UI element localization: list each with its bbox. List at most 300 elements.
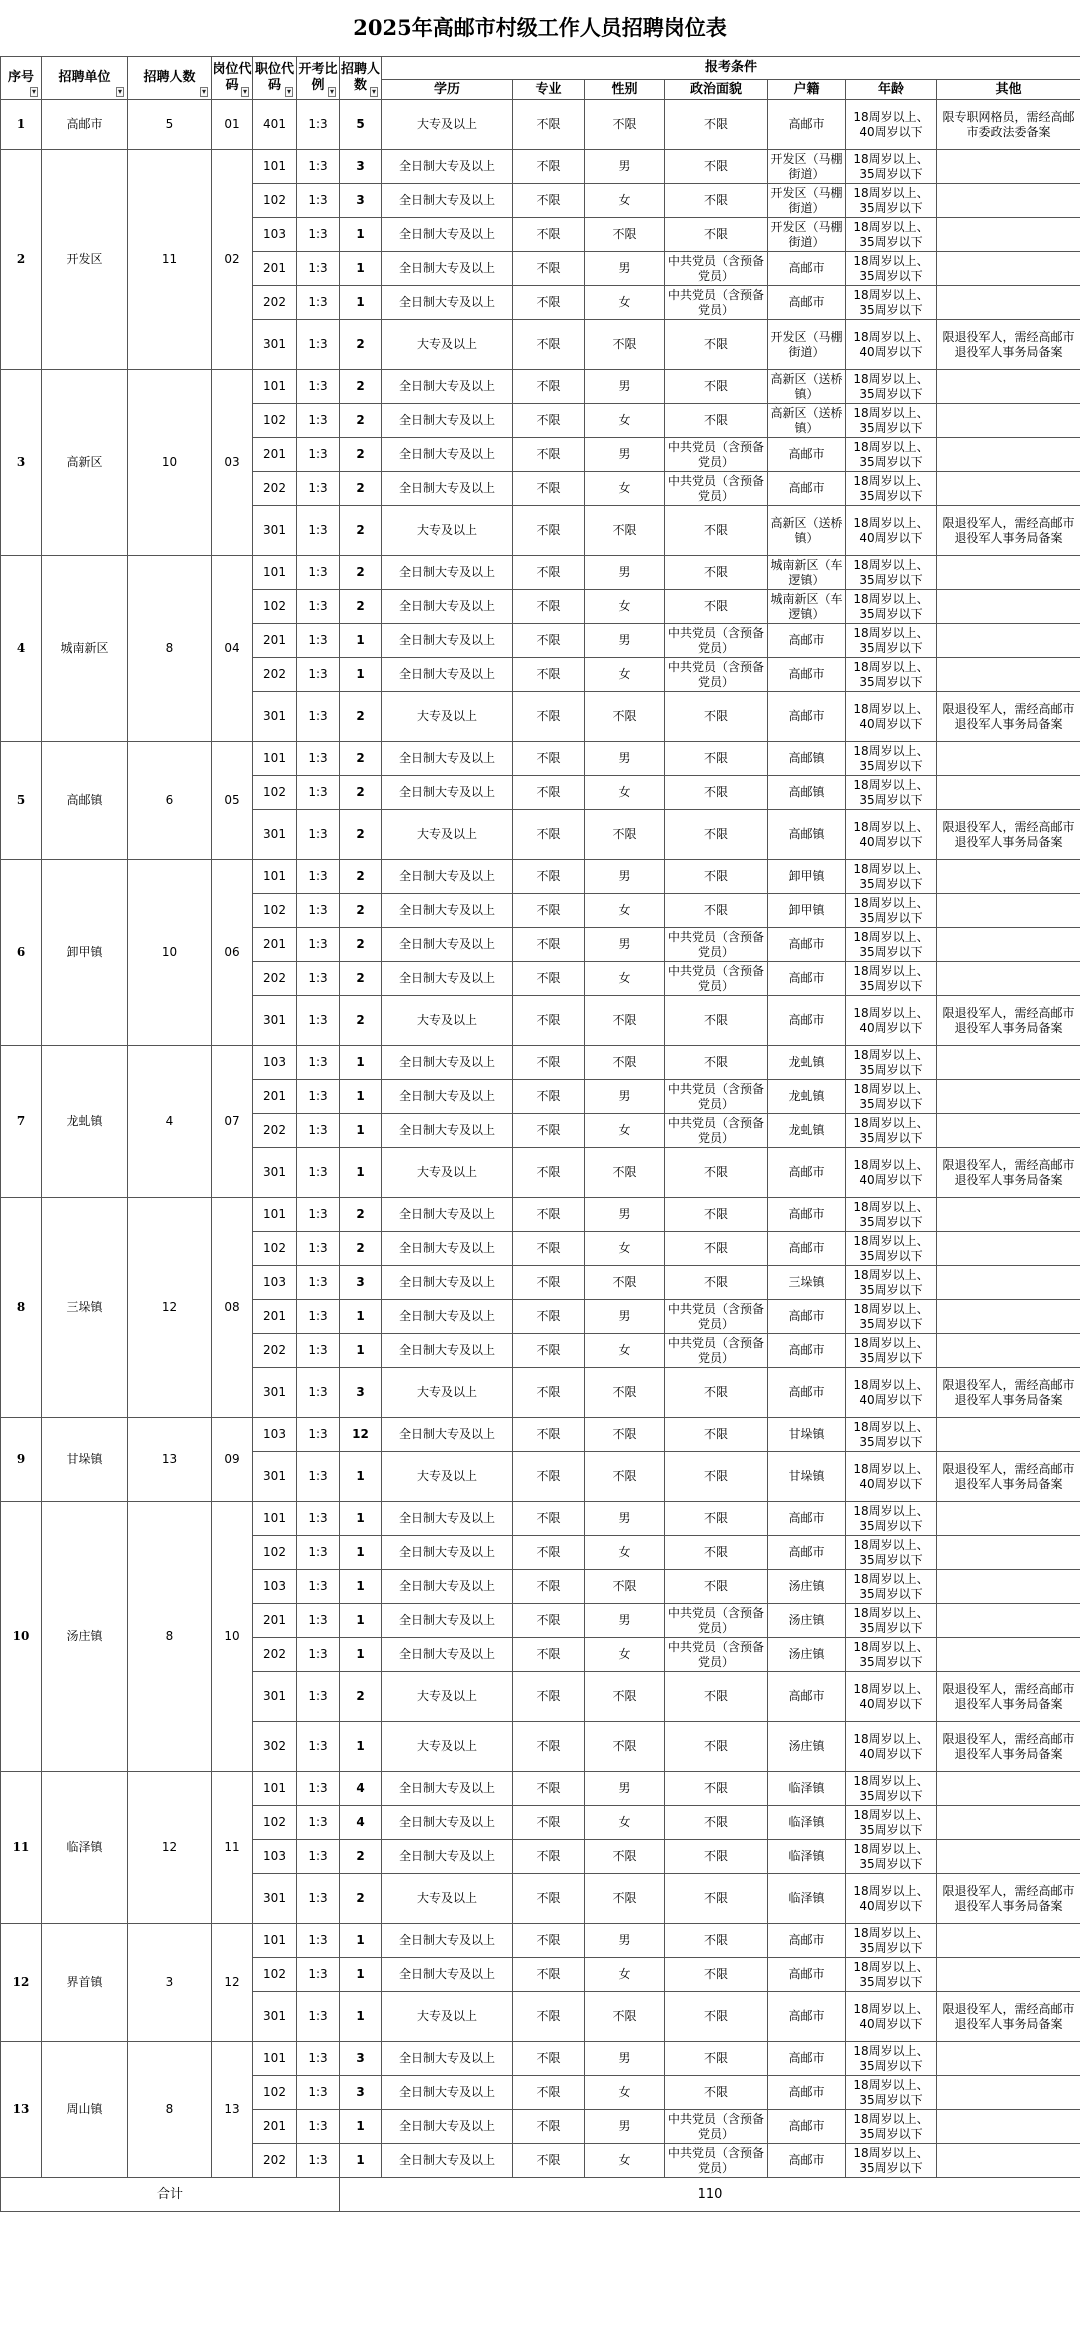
cell-job-code: 102 — [253, 184, 297, 218]
cell-ratio: 1:3 — [297, 1840, 340, 1874]
unit-seq: 8 — [1, 1198, 42, 1418]
cell-job-code: 102 — [253, 776, 297, 810]
cell-education: 全日制大专及以上 — [382, 1840, 513, 1874]
cell-politics: 不限 — [665, 1368, 768, 1418]
cell-hire-count: 1 — [340, 1502, 382, 1536]
cell-hire-count: 2 — [340, 962, 382, 996]
cell-other — [937, 742, 1080, 776]
cell-job-code: 102 — [253, 1806, 297, 1840]
cell-hire-count: 1 — [340, 1334, 382, 1368]
cell-politics: 不限 — [665, 506, 768, 556]
cell-major: 不限 — [513, 1806, 585, 1840]
cell-ratio: 1:3 — [297, 2076, 340, 2110]
cell-hukou: 高新区（送桥镇） — [768, 506, 846, 556]
cell-education: 大专及以上 — [382, 320, 513, 370]
header-gender[interactable]: 性别 — [585, 80, 665, 100]
filter-dropdown-icon[interactable]: ▾ — [371, 87, 376, 96]
unit-count: 12 — [128, 1198, 212, 1418]
cell-major: 不限 — [513, 1266, 585, 1300]
table-row — [1, 860, 1080, 894]
unit-count: 5 — [128, 100, 212, 150]
cell-politics: 不限 — [665, 370, 768, 404]
cell-job-code: 102 — [253, 404, 297, 438]
cell-politics: 不限 — [665, 404, 768, 438]
cell-major: 不限 — [513, 1672, 585, 1722]
cell-major: 不限 — [513, 286, 585, 320]
cell-hire-count: 1 — [340, 2144, 382, 2178]
unit-name: 周山镇 — [42, 2042, 128, 2178]
unit-post-code: 09 — [212, 1418, 253, 1502]
cell-politics: 不限 — [665, 894, 768, 928]
cell-major: 不限 — [513, 1638, 585, 1672]
table-row — [1, 370, 1080, 404]
cell-age: 18周岁以上、35周岁以下 — [846, 1924, 937, 1958]
cell-other — [937, 860, 1080, 894]
cell-politics: 中共党员（含预备党员） — [665, 438, 768, 472]
cell-politics: 不限 — [665, 1232, 768, 1266]
cell-age: 18周岁以上、35周岁以下 — [846, 472, 937, 506]
cell-job-code: 202 — [253, 286, 297, 320]
cell-hukou: 高邮市 — [768, 658, 846, 692]
cell-ratio: 1:3 — [297, 928, 340, 962]
unit-name: 高邮镇 — [42, 742, 128, 860]
cell-job-code: 201 — [253, 1300, 297, 1334]
cell-hukou: 城南新区（车逻镇） — [768, 556, 846, 590]
cell-education: 全日制大专及以上 — [382, 2076, 513, 2110]
cell-age: 18周岁以上、35周岁以下 — [846, 1232, 937, 1266]
cell-politics: 不限 — [665, 1722, 768, 1772]
cell-major: 不限 — [513, 1772, 585, 1806]
cell-politics: 不限 — [665, 218, 768, 252]
cell-education: 全日制大专及以上 — [382, 1924, 513, 1958]
cell-ratio: 1:3 — [297, 590, 340, 624]
cell-ratio: 1:3 — [297, 218, 340, 252]
cell-education: 全日制大专及以上 — [382, 252, 513, 286]
unit-count: 3 — [128, 1924, 212, 2042]
cell-politics: 不限 — [665, 1672, 768, 1722]
cell-education: 全日制大专及以上 — [382, 404, 513, 438]
cell-ratio: 1:3 — [297, 658, 340, 692]
cell-hukou: 高邮镇 — [768, 742, 846, 776]
header-other[interactable]: 其他 — [937, 80, 1080, 100]
cell-hire-count: 1 — [340, 1148, 382, 1198]
cell-hukou: 高邮市 — [768, 962, 846, 996]
cell-job-code: 202 — [253, 472, 297, 506]
cell-hukou: 高邮市 — [768, 1924, 846, 1958]
cell-education: 全日制大专及以上 — [382, 1198, 513, 1232]
cell-age: 18周岁以上、35周岁以下 — [846, 1266, 937, 1300]
cell-other — [937, 1638, 1080, 1672]
cell-hukou: 高邮市 — [768, 1368, 846, 1418]
cell-hire-count: 1 — [340, 1992, 382, 2042]
unit-seq: 11 — [1, 1772, 42, 1924]
header-hire[interactable]: 招聘人数 ▾ — [340, 57, 382, 100]
header-hukou[interactable]: 户籍 — [768, 80, 846, 100]
unit-count: 4 — [128, 1046, 212, 1198]
cell-ratio: 1:3 — [297, 184, 340, 218]
unit-count: 8 — [128, 556, 212, 742]
filter-dropdown-icon[interactable]: ▾ — [329, 87, 334, 96]
cell-gender: 女 — [585, 184, 665, 218]
cell-age: 18周岁以上、35周岁以下 — [846, 2076, 937, 2110]
cell-hire-count: 1 — [340, 1924, 382, 1958]
cell-ratio: 1:3 — [297, 1232, 340, 1266]
cell-gender: 男 — [585, 1080, 665, 1114]
cell-ratio: 1:3 — [297, 1334, 340, 1368]
cell-politics: 中共党员（含预备党员） — [665, 1334, 768, 1368]
cell-politics: 不限 — [665, 776, 768, 810]
cell-ratio: 1:3 — [297, 1806, 340, 1840]
cell-politics: 不限 — [665, 1266, 768, 1300]
cell-education: 全日制大专及以上 — [382, 472, 513, 506]
cell-gender: 不限 — [585, 218, 665, 252]
cell-hire-count: 2 — [340, 370, 382, 404]
cell-job-code: 101 — [253, 1772, 297, 1806]
unit-seq: 10 — [1, 1502, 42, 1772]
cell-ratio: 1:3 — [297, 150, 340, 184]
cell-hukou: 高邮市 — [768, 1232, 846, 1266]
cell-other — [937, 1114, 1080, 1148]
cell-ratio: 1:3 — [297, 1300, 340, 1334]
cell-gender: 女 — [585, 590, 665, 624]
cell-hire-count: 1 — [340, 1638, 382, 1672]
cell-major: 不限 — [513, 996, 585, 1046]
cell-hire-count: 5 — [340, 100, 382, 150]
cell-politics: 不限 — [665, 1148, 768, 1198]
cell-education: 全日制大专及以上 — [382, 1502, 513, 1536]
cell-age: 18周岁以上、35周岁以下 — [846, 2042, 937, 2076]
cell-major: 不限 — [513, 928, 585, 962]
cell-other — [937, 1300, 1080, 1334]
header-unit[interactable]: 招聘单位 ▾ — [42, 57, 128, 100]
cell-age: 18周岁以上、35周岁以下 — [846, 590, 937, 624]
header-job-code[interactable]: 职位代码 ▾ — [253, 57, 297, 100]
cell-hire-count: 2 — [340, 860, 382, 894]
cell-major: 不限 — [513, 1452, 585, 1502]
cell-gender: 男 — [585, 1924, 665, 1958]
cell-hukou: 高邮镇 — [768, 776, 846, 810]
cell-ratio: 1:3 — [297, 1418, 340, 1452]
cell-ratio: 1:3 — [297, 1266, 340, 1300]
cell-major: 不限 — [513, 590, 585, 624]
cell-age: 18周岁以上、35周岁以下 — [846, 894, 937, 928]
cell-politics: 中共党员（含预备党员） — [665, 928, 768, 962]
cell-major: 不限 — [513, 1536, 585, 1570]
filter-dropdown-icon[interactable]: ▾ — [117, 87, 122, 96]
cell-ratio: 1:3 — [297, 1114, 340, 1148]
cell-major: 不限 — [513, 1874, 585, 1924]
filter-dropdown-icon[interactable]: ▾ — [201, 87, 206, 96]
cell-gender: 男 — [585, 1198, 665, 1232]
header-age[interactable]: 年龄 — [846, 80, 937, 100]
cell-education: 大专及以上 — [382, 996, 513, 1046]
cell-hire-count: 2 — [340, 404, 382, 438]
unit-count: 6 — [128, 742, 212, 860]
cell-other — [937, 1958, 1080, 1992]
cell-age: 18周岁以上、35周岁以下 — [846, 1418, 937, 1452]
cell-job-code: 202 — [253, 2144, 297, 2178]
cell-age: 18周岁以上、35周岁以下 — [846, 2110, 937, 2144]
cell-other — [937, 1080, 1080, 1114]
cell-major: 不限 — [513, 150, 585, 184]
header-conditions: 报考条件 — [382, 57, 1080, 80]
cell-education: 全日制大专及以上 — [382, 184, 513, 218]
cell-age: 18周岁以上、40周岁以下 — [846, 320, 937, 370]
cell-ratio: 1:3 — [297, 1638, 340, 1672]
cell-other: 限退役军人，需经高邮市退役军人事务局备案 — [937, 1874, 1080, 1924]
cell-education: 全日制大专及以上 — [382, 1958, 513, 1992]
cell-ratio: 1:3 — [297, 320, 340, 370]
header-major[interactable]: 专业 — [513, 80, 585, 100]
cell-hukou: 高邮市 — [768, 2144, 846, 2178]
cell-age: 18周岁以上、40周岁以下 — [846, 1368, 937, 1418]
cell-age: 18周岁以上、35周岁以下 — [846, 556, 937, 590]
header-ratio[interactable]: 开考比例 ▾ — [297, 57, 340, 100]
unit-seq: 7 — [1, 1046, 42, 1198]
cell-age: 18周岁以上、35周岁以下 — [846, 624, 937, 658]
cell-gender: 不限 — [585, 1418, 665, 1452]
cell-gender: 男 — [585, 556, 665, 590]
cell-age: 18周岁以上、35周岁以下 — [846, 1958, 937, 1992]
cell-hukou: 高邮市 — [768, 1198, 846, 1232]
cell-job-code: 102 — [253, 1536, 297, 1570]
cell-education: 全日制大专及以上 — [382, 928, 513, 962]
cell-job-code: 301 — [253, 506, 297, 556]
cell-other: 限退役军人，需经高邮市退役军人事务局备案 — [937, 996, 1080, 1046]
cell-hire-count: 1 — [340, 1958, 382, 1992]
cell-major: 不限 — [513, 1958, 585, 1992]
cell-job-code: 103 — [253, 1046, 297, 1080]
cell-job-code: 301 — [253, 1148, 297, 1198]
cell-major: 不限 — [513, 860, 585, 894]
cell-hukou: 高邮市 — [768, 1536, 846, 1570]
cell-gender: 不限 — [585, 506, 665, 556]
unit-seq: 1 — [1, 100, 42, 150]
filter-dropdown-icon[interactable]: ▾ — [242, 87, 247, 96]
cell-major: 不限 — [513, 556, 585, 590]
cell-job-code: 301 — [253, 810, 297, 860]
cell-gender: 女 — [585, 2144, 665, 2178]
cell-gender: 男 — [585, 1604, 665, 1638]
cell-ratio: 1:3 — [297, 2144, 340, 2178]
cell-politics: 不限 — [665, 1418, 768, 1452]
cell-gender: 男 — [585, 742, 665, 776]
unit-count: 10 — [128, 860, 212, 1046]
cell-other: 限退役军人，需经高邮市退役军人事务局备案 — [937, 320, 1080, 370]
cell-politics: 不限 — [665, 1198, 768, 1232]
cell-hukou: 三垛镇 — [768, 1266, 846, 1300]
cell-age: 18周岁以上、40周岁以下 — [846, 1992, 937, 2042]
cell-other — [937, 1198, 1080, 1232]
cell-ratio: 1:3 — [297, 370, 340, 404]
header-count[interactable]: 招聘人数 ▾ — [128, 57, 212, 100]
unit-name: 界首镇 — [42, 1924, 128, 2042]
cell-ratio: 1:3 — [297, 692, 340, 742]
cell-job-code: 102 — [253, 2076, 297, 2110]
cell-gender: 女 — [585, 2076, 665, 2110]
cell-politics: 中共党员（含预备党员） — [665, 1300, 768, 1334]
cell-hukou: 卸甲镇 — [768, 860, 846, 894]
cell-ratio: 1:3 — [297, 438, 340, 472]
cell-ratio: 1:3 — [297, 506, 340, 556]
page-title: 2025年高邮市村级工作人员招聘岗位表 — [353, 15, 727, 40]
cell-hukou: 龙虬镇 — [768, 1114, 846, 1148]
cell-other — [937, 1232, 1080, 1266]
cell-age: 18周岁以上、40周岁以下 — [846, 810, 937, 860]
header-row — [1, 57, 1080, 80]
cell-age: 18周岁以上、35周岁以下 — [846, 1300, 937, 1334]
cell-education: 全日制大专及以上 — [382, 624, 513, 658]
filter-dropdown-icon[interactable]: ▾ — [31, 87, 36, 96]
cell-other: 限专职网格员，需经高邮市委政法委备案 — [937, 100, 1080, 150]
cell-education: 全日制大专及以上 — [382, 2144, 513, 2178]
cell-gender: 女 — [585, 1232, 665, 1266]
cell-job-code: 103 — [253, 1266, 297, 1300]
cell-hukou: 临泽镇 — [768, 1840, 846, 1874]
cell-hire-count: 2 — [340, 810, 382, 860]
cell-politics: 中共党员（含预备党员） — [665, 286, 768, 320]
cell-politics: 中共党员（含预备党员） — [665, 1114, 768, 1148]
cell-politics: 中共党员（含预备党员） — [665, 472, 768, 506]
unit-name: 卸甲镇 — [42, 860, 128, 1046]
cell-major: 不限 — [513, 506, 585, 556]
cell-gender: 男 — [585, 438, 665, 472]
cell-hire-count: 1 — [340, 252, 382, 286]
cell-hukou: 高邮市 — [768, 996, 846, 1046]
cell-job-code: 103 — [253, 1840, 297, 1874]
cell-other — [937, 1604, 1080, 1638]
cell-major: 不限 — [513, 962, 585, 996]
cell-other — [937, 404, 1080, 438]
cell-ratio: 1:3 — [297, 1924, 340, 1958]
cell-politics: 中共党员（含预备党员） — [665, 2144, 768, 2178]
table-row — [1, 1502, 1080, 1536]
cell-age: 18周岁以上、40周岁以下 — [846, 1148, 937, 1198]
cell-major: 不限 — [513, 1148, 585, 1198]
cell-hire-count: 2 — [340, 438, 382, 472]
cell-politics: 不限 — [665, 2076, 768, 2110]
cell-other — [937, 472, 1080, 506]
cell-gender: 女 — [585, 472, 665, 506]
cell-job-code: 101 — [253, 860, 297, 894]
cell-major: 不限 — [513, 658, 585, 692]
cell-education: 全日制大专及以上 — [382, 1232, 513, 1266]
cell-hukou: 高邮市 — [768, 2042, 846, 2076]
cell-job-code: 102 — [253, 590, 297, 624]
cell-age: 18周岁以上、35周岁以下 — [846, 252, 937, 286]
cell-politics: 不限 — [665, 1046, 768, 1080]
cell-hukou: 卸甲镇 — [768, 894, 846, 928]
cell-hukou: 高邮市 — [768, 438, 846, 472]
unit-count: 10 — [128, 370, 212, 556]
cell-hukou: 龙虬镇 — [768, 1080, 846, 1114]
table-row — [1, 150, 1080, 184]
unit-seq: 5 — [1, 742, 42, 860]
cell-gender: 不限 — [585, 1452, 665, 1502]
cell-age: 18周岁以上、40周岁以下 — [846, 1452, 937, 1502]
cell-education: 全日制大专及以上 — [382, 1772, 513, 1806]
cell-major: 不限 — [513, 404, 585, 438]
cell-politics: 不限 — [665, 860, 768, 894]
cell-education: 大专及以上 — [382, 1722, 513, 1772]
cell-politics: 不限 — [665, 320, 768, 370]
cell-other: 限退役军人，需经高邮市退役军人事务局备案 — [937, 1722, 1080, 1772]
cell-gender: 不限 — [585, 100, 665, 150]
cell-hukou: 高新区（送桥镇） — [768, 370, 846, 404]
cell-education: 全日制大专及以上 — [382, 1604, 513, 1638]
cell-hire-count: 2 — [340, 742, 382, 776]
cell-gender: 男 — [585, 2110, 665, 2144]
cell-ratio: 1:3 — [297, 1772, 340, 1806]
cell-other — [937, 928, 1080, 962]
cell-hukou: 高邮市 — [768, 1958, 846, 1992]
cell-major: 不限 — [513, 810, 585, 860]
cell-job-code: 101 — [253, 1502, 297, 1536]
cell-hire-count: 1 — [340, 286, 382, 320]
table-row — [1, 100, 1080, 150]
cell-politics: 不限 — [665, 1502, 768, 1536]
cell-age: 18周岁以上、35周岁以下 — [846, 928, 937, 962]
filter-dropdown-icon[interactable]: ▾ — [286, 87, 291, 96]
cell-job-code: 101 — [253, 2042, 297, 2076]
cell-other — [937, 556, 1080, 590]
header-politics[interactable]: 政治面貌 — [665, 80, 768, 100]
cell-hukou: 高邮市 — [768, 100, 846, 150]
unit-name: 高新区 — [42, 370, 128, 556]
cell-hire-count: 4 — [340, 1772, 382, 1806]
cell-other — [937, 590, 1080, 624]
cell-job-code: 302 — [253, 1722, 297, 1772]
cell-ratio: 1:3 — [297, 860, 340, 894]
unit-post-code: 08 — [212, 1198, 253, 1418]
cell-education: 大专及以上 — [382, 1874, 513, 1924]
header-seq[interactable]: 序号 ▾ — [1, 57, 42, 100]
cell-education: 全日制大专及以上 — [382, 1638, 513, 1672]
cell-ratio: 1:3 — [297, 1722, 340, 1772]
cell-other: 限退役军人，需经高邮市退役军人事务局备案 — [937, 810, 1080, 860]
cell-hire-count: 2 — [340, 506, 382, 556]
cell-age: 18周岁以上、35周岁以下 — [846, 1198, 937, 1232]
unit-count: 13 — [128, 1418, 212, 1502]
cell-education: 全日制大专及以上 — [382, 590, 513, 624]
cell-job-code: 301 — [253, 1672, 297, 1722]
cell-politics: 不限 — [665, 692, 768, 742]
cell-major: 不限 — [513, 1570, 585, 1604]
cell-job-code: 103 — [253, 1570, 297, 1604]
cell-gender: 男 — [585, 150, 665, 184]
cell-hire-count: 2 — [340, 1198, 382, 1232]
cell-hire-count: 2 — [340, 1672, 382, 1722]
total-value: 110 — [340, 2178, 1080, 2212]
cell-job-code: 101 — [253, 1198, 297, 1232]
cell-hukou: 汤庄镇 — [768, 1570, 846, 1604]
table-row — [1, 1418, 1080, 1452]
cell-other — [937, 2042, 1080, 2076]
cell-politics: 中共党员（含预备党员） — [665, 252, 768, 286]
cell-job-code: 401 — [253, 100, 297, 150]
header-edu[interactable]: 学历 — [382, 80, 513, 100]
cell-age: 18周岁以上、35周岁以下 — [846, 404, 937, 438]
header-post-code[interactable]: 岗位代码 ▾ — [212, 57, 253, 100]
unit-name: 临泽镇 — [42, 1772, 128, 1924]
cell-gender: 不限 — [585, 692, 665, 742]
cell-job-code: 201 — [253, 1080, 297, 1114]
cell-gender: 不限 — [585, 320, 665, 370]
cell-hire-count: 2 — [340, 1232, 382, 1266]
cell-hukou: 龙虬镇 — [768, 1046, 846, 1080]
cell-politics: 不限 — [665, 1924, 768, 1958]
cell-gender: 不限 — [585, 1874, 665, 1924]
